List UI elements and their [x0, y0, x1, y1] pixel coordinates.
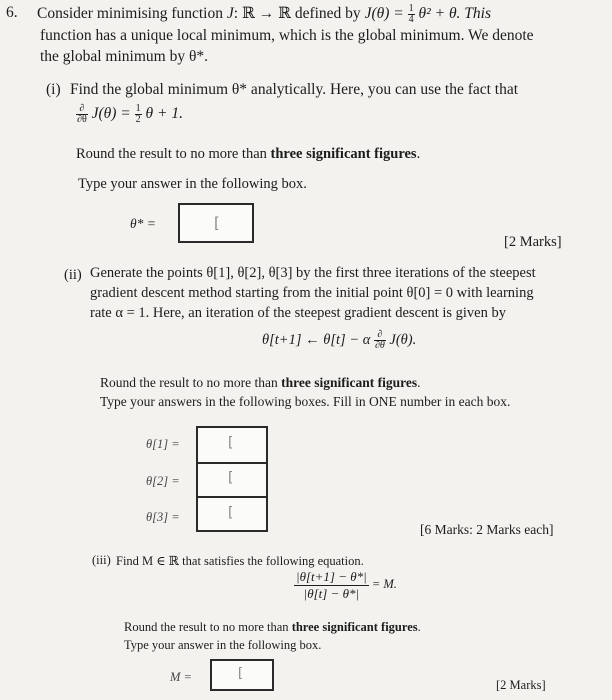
theta2-label: θ[2] =: [146, 474, 180, 488]
func-def-lhs: J(θ) =: [364, 5, 404, 23]
frac-num: 1: [408, 3, 414, 14]
question-number: 6.: [6, 4, 18, 21]
func-name: J: [226, 5, 234, 23]
theta-star-label: θ* =: [130, 216, 156, 231]
part3-label: (iii): [92, 553, 111, 567]
part1-derivative: [76, 104, 183, 125]
update-partial-fraction: [374, 330, 386, 351]
part1-label: (i): [46, 81, 61, 98]
theta-star-answer-box[interactable]: [178, 203, 254, 243]
part1-text1: Find the global minimum θ* analytically. Here, you can use the fact that: [70, 81, 519, 98]
deriv-den: ∂θ: [77, 114, 87, 125]
part2-marks: [6 Marks: 2 Marks each]: [420, 522, 554, 537]
part2-line1: Generate the points θ[1], θ[2], θ[3] by the first three iterations of the steepest: [90, 265, 536, 281]
question-intro-line3: the global minimum by θ*.: [40, 48, 209, 65]
question-intro-line2: function has a unique local minimum, which is the global minimum. We denote: [40, 27, 534, 44]
update-rule: [262, 330, 416, 351]
text-caret: [: [228, 435, 234, 451]
part2-line2: gradient descent method starting from the initial point θ[0] = 0 with learning: [90, 285, 534, 301]
m-answer-box[interactable]: [210, 659, 274, 691]
theta3-label: θ[3] =: [146, 510, 180, 524]
func-def-rhs: θ² + θ. This: [418, 5, 492, 23]
deriv-num: ∂: [76, 104, 88, 115]
round-bold: three significant figures: [291, 620, 418, 634]
part1-type-instruction: Type your answer in the following box.: [78, 176, 307, 192]
intro-text: Consider minimising function: [37, 5, 223, 23]
ratio-den: |θ[t] − θ*|: [303, 585, 360, 601]
round-pre: Round the result to no more than: [76, 146, 267, 162]
update-num: ∂: [374, 330, 386, 341]
round-post: .: [417, 375, 421, 390]
half-fraction: [135, 104, 142, 125]
part2-type-instruction: Type your answers in the following boxes. Fill in ONE number in each box.: [100, 394, 511, 409]
text-caret: [: [214, 214, 220, 232]
theta1-label: θ[1] =: [146, 437, 180, 451]
half-num: 1: [135, 103, 141, 114]
update-lhs: θ[t+1] ← θ[t] − α: [262, 331, 371, 348]
m-label: M =: [170, 670, 192, 684]
part2-round-instruction: [100, 375, 420, 391]
update-rhs: J(θ).: [389, 331, 417, 348]
text-caret: [: [238, 666, 244, 681]
half-den: 2: [135, 114, 141, 125]
round-bold: three significant figures: [281, 375, 418, 390]
deriv-body: J(θ) =: [91, 105, 131, 123]
theta2-answer-box[interactable]: [196, 462, 268, 498]
text-caret: [: [228, 470, 234, 486]
theta3-answer-box[interactable]: [196, 496, 268, 532]
domain-map: : ℝ → ℝ defined by: [233, 5, 361, 23]
part3-round-instruction: [124, 620, 421, 635]
part1-round-instruction: [76, 146, 420, 163]
partial-fraction: [76, 104, 88, 125]
update-den: ∂θ: [374, 340, 385, 351]
round-pre: Round the result to no more than: [100, 375, 278, 390]
ratio-num: |θ[t+1] − θ*|: [296, 569, 367, 584]
part2-line3: rate α = 1. Here, an iteration of the steepest gradient descent is given by: [90, 305, 506, 321]
theta1-answer-box[interactable]: [196, 426, 268, 464]
part3-text: Find M ∈ ℝ that satisfies the following equation.: [116, 554, 364, 568]
ratio-fraction: [294, 570, 369, 600]
frac-den: 4: [408, 14, 414, 25]
round-bold: three significant figures: [270, 146, 417, 162]
part3-marks: [2 Marks]: [496, 678, 546, 692]
deriv-rest: θ + 1.: [145, 105, 183, 123]
round-post: .: [416, 146, 421, 162]
ratio-rhs: = M.: [371, 577, 397, 592]
part2-label: (ii): [64, 267, 82, 283]
round-pre: Round the result to no more than: [124, 620, 289, 634]
text-caret: [: [228, 505, 234, 521]
ratio-equation: [294, 570, 397, 600]
part3-type-instruction: Type your answer in the following box.: [124, 638, 322, 652]
quarter-fraction: [408, 4, 415, 25]
question-intro-line1: [37, 4, 491, 25]
part1-marks: [2 Marks]: [504, 234, 562, 250]
round-post: .: [417, 620, 421, 634]
